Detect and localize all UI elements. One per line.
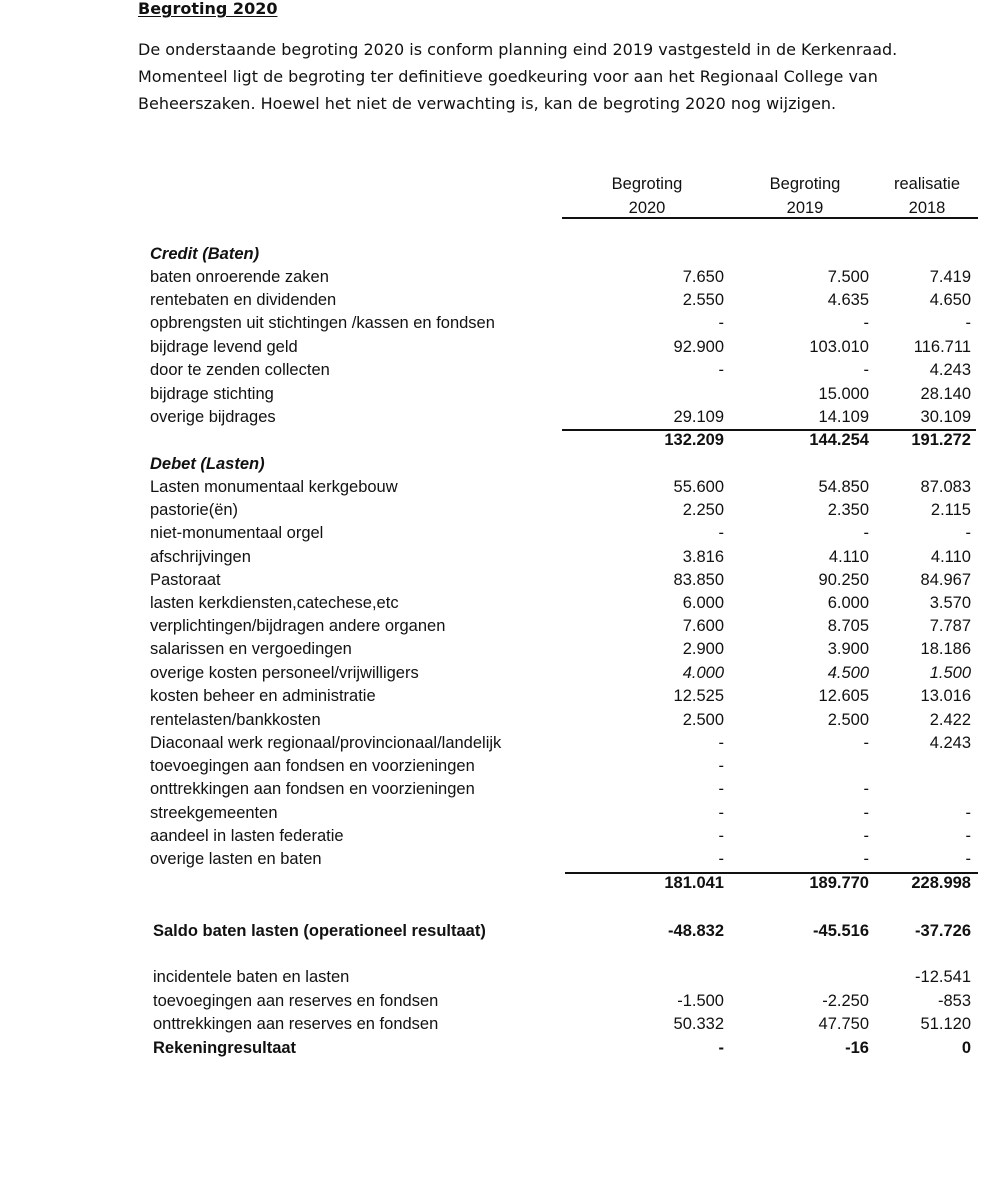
table-row [0, 1015, 982, 1039]
value-2019: 6.000 [827, 594, 869, 612]
value-2020: - [718, 804, 724, 822]
intro-paragraph [138, 36, 938, 117]
table-row [0, 664, 982, 688]
table-row [0, 594, 982, 618]
column-header-title: Begroting [769, 175, 841, 193]
result-row [0, 1039, 982, 1063]
row-label: Lasten monumentaal kerkgebouw [150, 478, 398, 496]
value-2019: - [863, 734, 869, 752]
value-2020: 2.500 [682, 711, 724, 729]
value-2020: 7.600 [682, 617, 724, 635]
table-row [0, 361, 982, 385]
total-2019: 189.770 [809, 874, 869, 892]
column-header-title: realisatie [893, 175, 961, 193]
table-row [0, 617, 982, 641]
row-label: bijdrage stichting [150, 385, 274, 403]
value-2020: 2.250 [682, 501, 724, 519]
table-row [0, 804, 982, 828]
column-header-title: Begroting [611, 175, 683, 193]
column-header-year: 2019 [786, 199, 824, 217]
table-row [0, 968, 982, 992]
value-2020: - [718, 827, 724, 845]
row-label: Rekeningresultaat [153, 1039, 297, 1057]
value-2019: 14.109 [818, 408, 869, 426]
value-2018: 0 [961, 1039, 971, 1057]
value-2018: 4.110 [930, 548, 971, 566]
value-2020: 2.550 [682, 291, 724, 309]
value-2018: - [965, 314, 971, 332]
value-2020: - [718, 850, 724, 868]
column-header-year: 2020 [628, 199, 666, 217]
row-label: baten onroerende zaken [150, 268, 329, 286]
value-2019: 2.500 [827, 711, 869, 729]
value-2019: 8.705 [827, 617, 869, 635]
row-label: salarissen en vergoedingen [150, 640, 352, 658]
row-label: overige bijdrages [150, 408, 276, 426]
value-2020: - [718, 780, 724, 798]
column-header-year: 2018 [908, 199, 946, 217]
value-2020: -48.832 [668, 922, 724, 940]
table-row [0, 291, 982, 315]
row-label: rentelasten/bankkosten [150, 711, 321, 729]
table-row [0, 571, 982, 595]
table-row [0, 711, 982, 735]
row-label: streekgemeenten [150, 804, 278, 822]
value-2018: 4.243 [929, 361, 971, 379]
table-row [0, 548, 982, 572]
value-2018: 3.570 [929, 594, 971, 612]
intro-line: De onderstaande begroting 2020 is conform planning eind 2019 vastgesteld in de Kerkenraad. [138, 40, 898, 59]
value-2018: - [965, 827, 971, 845]
value-2020: - [718, 524, 724, 542]
row-label: verplichtingen/bijdragen andere organen [150, 617, 446, 635]
value-2018: - [965, 524, 971, 542]
table-row [0, 992, 982, 1016]
value-2018: -37.726 [915, 922, 971, 940]
value-2020: 92.900 [673, 338, 724, 356]
value-2020: - [718, 314, 724, 332]
value-2019: 7.500 [827, 268, 869, 286]
row-label: toevoegingen aan reserves en fondsen [153, 992, 439, 1010]
table-row [0, 478, 982, 502]
value-2018: -853 [937, 992, 971, 1010]
intro-line: Momenteel ligt de begroting ter definitieve goedkeuring voor aan het Regionaal College van [138, 67, 878, 86]
table-row [0, 524, 982, 548]
credit-section-title: Credit (Baten) [150, 245, 260, 263]
value-2018: 2.115 [930, 501, 971, 519]
row-label: bijdrage levend geld [150, 338, 298, 356]
value-2019: 4.500 [827, 664, 869, 682]
total-2018: 228.998 [911, 874, 971, 892]
value-2018: 4.243 [929, 734, 971, 752]
value-2020: - [718, 734, 724, 752]
value-2020: 83.850 [673, 571, 724, 589]
row-label: onttrekkingen aan fondsen en voorzieningen [150, 780, 475, 798]
value-2019: - [863, 850, 869, 868]
row-label: overige lasten en baten [150, 850, 322, 868]
value-2020: 6.000 [682, 594, 724, 612]
total-2020: 132.209 [664, 431, 724, 449]
value-2018: 51.120 [920, 1015, 971, 1033]
value-2020: -1.500 [677, 992, 724, 1010]
table-row [0, 268, 982, 292]
total-2018: 191.272 [911, 431, 971, 449]
value-2018: 28.140 [920, 385, 971, 403]
value-2019: - [863, 827, 869, 845]
value-2019: -45.516 [813, 922, 869, 940]
row-label: Saldo baten lasten (operationeel resultaat) [153, 922, 486, 940]
row-label: lasten kerkdiensten,catechese,etc [150, 594, 399, 612]
column-header-realisatie-2018 [852, 172, 982, 220]
value-2020: - [718, 1039, 724, 1057]
credit-total-row [0, 431, 982, 455]
row-label: onttrekkingen aan reserves en fondsen [153, 1015, 439, 1033]
value-2018: 18.186 [920, 640, 971, 658]
row-label: opbrengsten uit stichtingen /kassen en fondsen [150, 314, 495, 332]
table-row [0, 780, 982, 804]
value-2019: 4.110 [828, 548, 869, 566]
value-2019: 2.350 [827, 501, 869, 519]
value-2018: 4.650 [929, 291, 971, 309]
value-2018: 13.016 [920, 687, 971, 705]
debet-total-row [0, 874, 982, 898]
row-label: incidentele baten en lasten [153, 968, 350, 986]
row-label: pastorie(ën) [150, 501, 239, 519]
table-row [0, 640, 982, 664]
row-label: overige kosten personeel/vrijwilligers [150, 664, 419, 682]
table-row [0, 757, 982, 781]
value-2018: 87.083 [920, 478, 971, 496]
value-2019: 4.635 [827, 291, 869, 309]
value-2020: 12.525 [673, 687, 724, 705]
value-2019: 3.900 [827, 640, 869, 658]
value-2019: - [863, 804, 869, 822]
saldo-row [0, 922, 982, 946]
value-2019: - [863, 361, 869, 379]
debet-section-title: Debet (Lasten) [150, 455, 265, 473]
row-label: afschrijvingen [150, 548, 251, 566]
table-row [0, 338, 982, 362]
value-2019: 47.750 [818, 1015, 869, 1033]
value-2020: 7.650 [682, 268, 724, 286]
value-2020: - [718, 361, 724, 379]
value-2018: - [965, 804, 971, 822]
value-2019: - [863, 780, 869, 798]
value-2019: - [863, 314, 869, 332]
document-heading: Begroting 2020 [138, 0, 278, 18]
table-row [0, 850, 982, 874]
value-2018: - [965, 850, 971, 868]
value-2020: 55.600 [673, 478, 724, 496]
value-2018: 1.500 [929, 664, 971, 682]
header-rule [562, 217, 978, 219]
value-2020: 3.816 [682, 548, 724, 566]
value-2018: 116.711 [913, 338, 971, 356]
value-2019: -2.250 [822, 992, 869, 1010]
value-2020: 4.000 [682, 664, 724, 682]
row-label: aandeel in lasten federatie [150, 827, 344, 845]
value-2020: - [718, 757, 724, 775]
table-row [0, 314, 982, 338]
value-2019: 12.605 [818, 687, 869, 705]
table-row [0, 687, 982, 711]
table-row [0, 385, 982, 409]
row-label: Diaconaal werk regionaal/provincionaal/landelijk [150, 734, 502, 752]
value-2018: 7.787 [929, 617, 971, 635]
value-2020: 2.900 [682, 640, 724, 658]
intro-line: Beheerszaken. Hoewel het niet de verwachting is, kan de begroting 2020 nog wijzigen. [138, 94, 837, 113]
value-2018: 30.109 [920, 408, 971, 426]
table-row [0, 827, 982, 851]
value-2018: 7.419 [929, 268, 971, 286]
value-2019: -16 [845, 1039, 869, 1057]
total-2020: 181.041 [664, 874, 724, 892]
row-label: kosten beheer en administratie [150, 687, 376, 705]
value-2018: -12.541 [915, 968, 971, 986]
table-row [0, 501, 982, 525]
value-2019: 103.010 [809, 338, 869, 356]
value-2020: 50.332 [673, 1015, 724, 1033]
row-label: Pastoraat [150, 571, 221, 589]
total-2019: 144.254 [809, 431, 869, 449]
value-2019: 54.850 [818, 478, 869, 496]
row-label: rentebaten en dividenden [150, 291, 337, 309]
value-2019: - [863, 524, 869, 542]
value-2018: 84.967 [920, 571, 971, 589]
row-label: toevoegingen aan fondsen en voorzieningen [150, 757, 475, 775]
value-2018: 2.422 [929, 711, 971, 729]
table-row [0, 734, 982, 758]
row-label: door te zenden collecten [150, 361, 330, 379]
value-2019: 90.250 [818, 571, 869, 589]
value-2019: 15.000 [818, 385, 869, 403]
column-header-begroting-2020 [572, 172, 722, 220]
value-2020: 29.109 [673, 408, 724, 426]
row-label: niet-monumentaal orgel [150, 524, 324, 542]
